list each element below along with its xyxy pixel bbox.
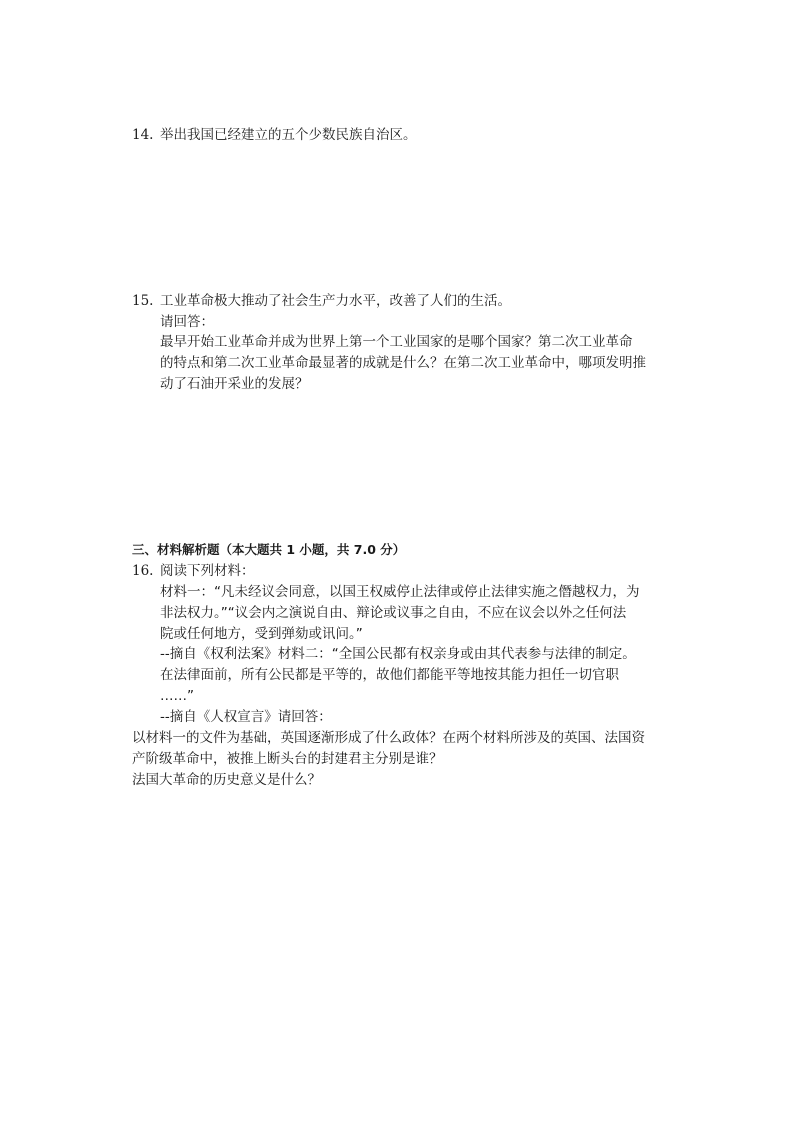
section-heading: 三、材料解析题（本大题共 1 小题，共 7.0 分） — [132, 542, 406, 557]
material-line: --摘自《权利法案》材料二：“全国公民都有权亲身或由其代表参与法律的制定。 — [160, 646, 636, 662]
question-16-text: 阅读下列材料： — [160, 563, 255, 579]
question-16-subquestion: 以材料一的文件为基础，英国逐渐形成了什么政体？在两个材料所涉及的英国、法国资 — [132, 730, 645, 746]
material-line: 非法权力。”“议会内之演说自由、辩论或议事之自由，不应在议会以外之任何法 — [160, 605, 627, 621]
material-line: --摘自《人权宣言》请回答： — [160, 709, 332, 725]
question-15-body-line: 动了石油开采业的发展？ — [160, 376, 309, 392]
material-line: 在法律面前，所有公民都是平等的，故他们都能平等地按其能力担任一切官职 — [160, 667, 619, 683]
material-line: 材料一：“凡未经议会同意，以国王权威停止法律或停止法律实施之僭越权力，为 — [160, 584, 640, 600]
question-14-number: 14. — [132, 127, 154, 143]
question-15-number: 15. — [132, 293, 154, 309]
question-15-prompt: 请回答： — [160, 314, 214, 330]
question-15-text: 工业革命极大推动了社会生产力水平，改善了人们的生活。 — [160, 293, 511, 309]
question-15-body-line: 的特点和第二次工业革命最显著的成就是什么？在第二次工业革命中，哪项发明推 — [160, 355, 646, 371]
question-16-number: 16. — [132, 563, 154, 579]
question-16-subquestion: 法国大革命的历史意义是什么？ — [132, 772, 321, 788]
question-16-subquestion: 产阶级革命中，被推上断头台的封建君主分别是谁？ — [132, 751, 443, 767]
question-15-body-line: 最早开始工业革命并成为世界上第一个工业国家的是哪个国家？第二次工业革命 — [160, 334, 633, 350]
material-line: 院或任何地方，受到弹劾或讯问。” — [160, 626, 363, 642]
material-line: ……” — [160, 688, 194, 704]
question-14-text: 举出我国已经建立的五个少数民族自治区。 — [160, 127, 417, 143]
